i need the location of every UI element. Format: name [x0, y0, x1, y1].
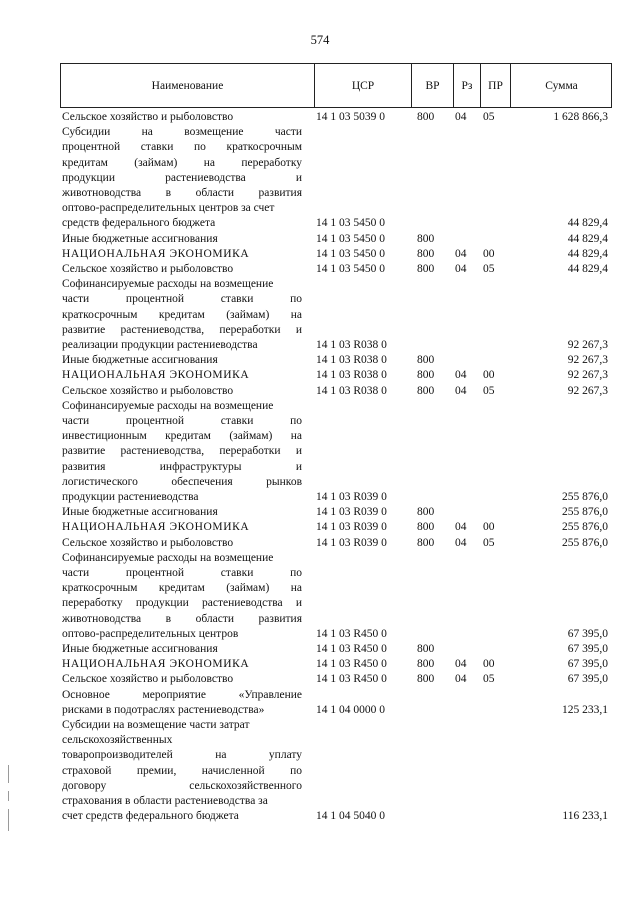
- row-name-line: договору сельскохозяйственного: [62, 779, 302, 792]
- row-rz: [455, 809, 477, 824]
- row-csr: 14 1 03 R038 0: [316, 354, 387, 367]
- row-csr: 14 1 03 5039 0: [316, 111, 385, 123]
- row-name-line: животноводства в области развития: [62, 612, 302, 625]
- row-sum: 67 395,0: [567, 673, 608, 686]
- header-pr: ПР: [480, 64, 510, 107]
- row-pr: [483, 642, 505, 657]
- row-rz: 04: [455, 384, 467, 397]
- row-name-line: части процентной ставки по: [62, 415, 302, 427]
- row-rz: [455, 216, 477, 231]
- row-csr: 14 1 04 0000 0: [316, 703, 385, 716]
- row-csr: 14 1 03 R039 0: [316, 491, 387, 503]
- row-name-line: Иные бюджетные ассигнования: [62, 506, 218, 519]
- row-sum: 92 267,3: [567, 384, 608, 397]
- row-rz: 04: [455, 263, 467, 275]
- row-pr: 00: [483, 521, 495, 534]
- row-name-line: Сельское хозяйство и рыболовство: [62, 384, 234, 397]
- row-rz: [455, 642, 477, 657]
- row-rz: [455, 353, 477, 368]
- row-pr: [483, 353, 505, 368]
- row-name-line: краткосрочным кредитам (займам) на: [62, 582, 302, 595]
- row-pr: [483, 232, 505, 247]
- row-name-line: инвестиционным кредитам (займам) на: [62, 430, 302, 443]
- row-sum: 67 395,0: [567, 627, 608, 640]
- row-vr: 800: [417, 521, 435, 534]
- row-name-line: Иные бюджетные ассигнования: [62, 232, 218, 245]
- row-rz: 04: [455, 369, 467, 382]
- row-name-line: НАЦИОНАЛЬНАЯ ЭКОНОМИКА: [62, 658, 250, 671]
- row-name-line: Иные бюджетные ассигнования: [62, 643, 218, 655]
- row-sum: 255 876,0: [562, 506, 608, 519]
- row-vr: 800: [417, 658, 435, 671]
- row-sum: 255 876,0: [562, 536, 608, 549]
- row-csr: 14 1 03 R039 0: [316, 536, 387, 549]
- row-csr: 14 1 03 R038 0: [316, 384, 387, 397]
- row-name-line: кредитам (займам) на переработку: [62, 156, 302, 169]
- row-pr: [483, 216, 505, 231]
- row-name-line: НАЦИОНАЛЬНАЯ ЭКОНОМИКА: [62, 369, 250, 382]
- row-vr: 800: [417, 673, 435, 686]
- row-sum: 44 829,4: [567, 217, 608, 230]
- row-vr: [417, 703, 445, 718]
- row-pr: [483, 703, 505, 718]
- row-pr: [483, 338, 505, 353]
- row-pr: 00: [483, 247, 495, 260]
- row-name-line: НАЦИОНАЛЬНАЯ ЭКОНОМИКА: [62, 521, 250, 534]
- row-vr: 800: [417, 111, 435, 123]
- row-rz: 04: [455, 247, 467, 260]
- row-pr: 05: [483, 384, 495, 397]
- row-pr: [483, 809, 505, 824]
- row-csr: 14 1 03 5450 0: [316, 263, 385, 275]
- row-name-line: части процентной ставки по: [62, 293, 302, 306]
- row-name-line: Иные бюджетные ассигнования: [62, 354, 218, 367]
- header-csr: ЦСР: [314, 64, 411, 107]
- row-name-line: Софинансируемые расходы на возмещение: [62, 551, 274, 564]
- row-sum: 116 233,1: [562, 810, 608, 823]
- row-name-line: НАЦИОНАЛЬНАЯ ЭКОНОМИКА: [62, 247, 250, 260]
- row-name-line: продукции растениеводства: [62, 491, 199, 503]
- row-sum: 44 829,4: [567, 247, 608, 260]
- row-name-line: счет средств федерального бюджета: [62, 810, 239, 823]
- row-name-line: товаропроизводителей на уплату: [62, 749, 302, 762]
- row-sum: 125 233,1: [562, 703, 608, 716]
- header-name: Наименование: [151, 79, 224, 92]
- row-rz: [455, 505, 477, 520]
- row-name-line: краткосрочным кредитам (займам) на: [62, 308, 302, 321]
- row-name-line: средств федерального бюджета: [62, 217, 216, 230]
- row-name-line: Софинансируемые расходы на возмещение: [62, 278, 274, 291]
- row-vr: 800: [417, 247, 435, 260]
- header-rz: Рз: [453, 64, 480, 107]
- row-csr: 14 1 03 R450 0: [316, 627, 387, 640]
- row-vr: 800: [417, 354, 435, 367]
- row-pr: [483, 627, 505, 642]
- row-name-line: продукции растениеводства и: [62, 171, 302, 184]
- row-vr: 800: [417, 506, 435, 519]
- row-csr: 14 1 03 R450 0: [316, 673, 387, 686]
- row-pr: 00: [483, 369, 495, 382]
- row-csr: 14 1 04 5040 0: [316, 810, 385, 823]
- row-pr: 00: [483, 658, 495, 671]
- row-csr: 14 1 03 5450 0: [316, 217, 385, 230]
- row-vr: 800: [417, 263, 435, 275]
- row-name-line: Сельское хозяйство и рыболовство: [62, 111, 234, 123]
- row-csr: 14 1 03 R039 0: [316, 506, 387, 519]
- row-name-line: сельскохозяйственных: [62, 734, 173, 747]
- row-rz: [455, 490, 477, 505]
- row-name-line: Сельское хозяйство и рыболовство: [62, 673, 234, 686]
- row-name-line: части процентной ставки по: [62, 567, 302, 579]
- row-name-line: Субсидии на возмещение части затрат: [62, 719, 250, 731]
- row-name-line: процентной ставки по краткосрочным: [62, 141, 302, 154]
- row-rz: [455, 703, 477, 718]
- row-name-line: развитие растениеводства, переработки и: [62, 445, 302, 458]
- row-sum: 92 267,3: [567, 339, 608, 351]
- row-name-line: страхования в области растениеводства за: [62, 795, 268, 807]
- row-rz: 04: [455, 673, 467, 686]
- row-name-line: Сельское хозяйство и рыболовство: [62, 263, 234, 275]
- row-sum: 44 829,4: [567, 263, 608, 275]
- row-name-line: оптово-распределительных центров: [62, 627, 239, 640]
- row-name-line: животноводства в области развития: [62, 187, 302, 199]
- row-vr: 800: [417, 536, 435, 549]
- header-vr: ВР: [411, 64, 453, 107]
- row-csr: 14 1 03 R450 0: [316, 658, 387, 671]
- row-vr: [417, 216, 445, 231]
- row-sum: 44 829,4: [567, 232, 608, 245]
- row-rz: [455, 338, 477, 353]
- row-name-line: развитие растениеводства, переработки и: [62, 323, 302, 336]
- row-sum: 255 876,0: [562, 491, 608, 503]
- row-sum: 255 876,0: [562, 521, 608, 534]
- row-pr: 05: [483, 111, 495, 123]
- row-csr: 14 1 03 5450 0: [316, 247, 385, 260]
- row-csr: 14 1 03 R038 0: [316, 339, 387, 351]
- row-name-line: реализации продукции растениеводства: [62, 339, 258, 351]
- row-pr: [483, 505, 505, 520]
- row-vr: [417, 809, 445, 824]
- row-vr: [417, 627, 445, 642]
- row-csr: 14 1 03 R039 0: [316, 521, 387, 534]
- row-vr: 800: [417, 232, 435, 245]
- header-sum: Сумма: [510, 64, 612, 107]
- row-vr: 800: [417, 384, 435, 397]
- scan-margin-marks: [8, 765, 10, 845]
- row-name-line: рисками в подотраслях растениеводства»: [62, 703, 265, 716]
- row-sum: 92 267,3: [567, 354, 608, 367]
- row-name-line: Основное мероприятие «Управление: [62, 688, 302, 701]
- row-vr: 800: [417, 643, 435, 655]
- row-csr: 14 1 03 R038 0: [316, 369, 387, 382]
- row-vr: [417, 490, 445, 505]
- row-csr: 14 1 03 R450 0: [316, 643, 387, 655]
- row-name-line: переработку продукции растениеводства и: [62, 597, 302, 610]
- row-pr: 05: [483, 263, 495, 275]
- row-name-line: логистического обеспечения рынков: [62, 475, 302, 488]
- row-sum: 67 395,0: [567, 643, 608, 655]
- row-name-line: развития инфраструктуры и: [62, 460, 302, 473]
- row-rz: [455, 232, 477, 247]
- row-pr: 05: [483, 673, 495, 686]
- row-rz: 04: [455, 521, 467, 534]
- row-sum: 92 267,3: [567, 369, 608, 382]
- page-number: 574: [310, 33, 330, 47]
- row-csr: 14 1 03 5450 0: [316, 232, 385, 245]
- row-pr: [483, 490, 505, 505]
- row-sum: 67 395,0: [567, 658, 608, 671]
- row-rz: 04: [455, 658, 467, 671]
- row-rz: 04: [455, 536, 467, 549]
- row-vr: 800: [417, 369, 435, 382]
- row-name-line: Софинансируемые расходы на возмещение: [62, 399, 274, 412]
- row-name-line: Субсидии на возмещение части: [62, 126, 302, 139]
- row-rz: 04: [455, 111, 467, 123]
- row-vr: [417, 338, 445, 353]
- row-pr: 05: [483, 536, 495, 549]
- row-name-line: оптово-распределительных центров за счет: [62, 202, 275, 215]
- row-sum: 1 628 866,3: [553, 111, 608, 123]
- row-name-line: Сельское хозяйство и рыболовство: [62, 536, 234, 549]
- row-name-line: страховой премии, начисленной по: [62, 764, 302, 777]
- row-rz: [455, 627, 477, 642]
